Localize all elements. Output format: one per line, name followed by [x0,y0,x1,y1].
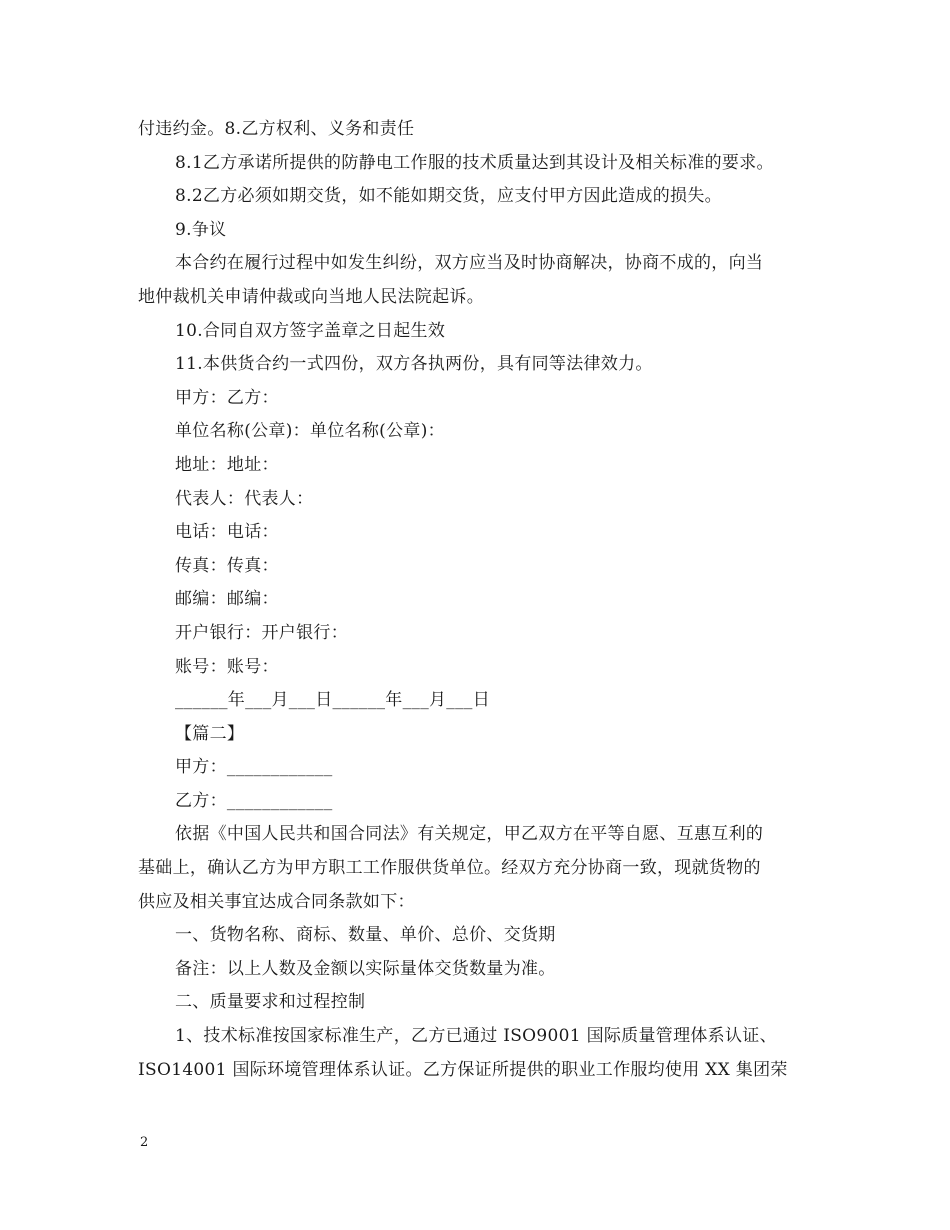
text-line: 8.1乙方承诺所提供的防静电工作服的技术质量达到其设计及相关标准的要求。 [175,152,774,173]
text-line: 二、质量要求和过程控制 [175,992,366,1013]
text-line: 11.本供货合约一式四份，双方各执两份，具有同等法律效力。 [175,354,653,375]
document-body [138,113,838,1087]
date-field: ______年___月___日______年___月___日 [175,690,490,711]
text-line: 依据《中国人民共和国合同法》有关规定，甲乙双方在平等自愿、互惠互利的 [175,824,764,845]
signature-field: 账号：账号： [175,656,279,677]
text-line: 备注：以上人数及金额以实际量体交货数量为准。 [175,958,556,979]
signature-field: 电话：电话： [175,522,279,543]
text-line: 供应及相关事宜达成合同条款如下： [138,891,415,912]
text-line: ISO14001 国际环境管理体系认证。乙方保证所提供的职业工作服均使用 XX 集团荣 [138,1059,788,1080]
text-line: 本合约在履行过程中如发生纠纷，双方应当及时协商解决，协商不成的，向当 [175,253,764,274]
text-line: 10.合同自双方签字盖章之日起生效 [175,320,446,341]
signature-field: 传真：传真： [175,555,279,576]
page-number: 2 [140,1135,149,1150]
section-heading: 【篇二】 [175,723,245,744]
text-line: 地仲裁机关申请仲裁或向当地人民法院起诉。 [138,286,484,307]
signature-field: 邮编：邮编： [175,589,279,610]
text-line: 付违约金。8.乙方权利、义务和责任 [138,119,415,139]
signature-field: 开户银行：开户银行： [175,622,348,643]
text-line: 8.2乙方必须如期交货，如不能如期交货，应支付甲方因此造成的损失。 [175,186,722,207]
party-field: 甲方：____________ [175,757,333,778]
section-heading: 9.争议 [175,219,227,240]
signature-field: 单位名称(公章)：单位名称(公章)： [175,421,445,442]
signature-field: 地址：地址： [175,454,279,475]
text-line: 基础上，确认乙方为甲方职工工作服供货单位。经双方充分协商一致，现就货物的 [138,858,761,879]
signature-field: 代表人：代表人： [175,488,314,509]
text-line: 一、货物名称、商标、数量、单价、总价、交货期 [175,925,556,946]
party-field: 乙方：____________ [175,790,333,811]
text-line: 1、技术标准按国家标准生产，乙方已通过 ISO9001 国际质量管理体系认证、 [175,1026,777,1047]
signature-field: 甲方：乙方： [175,387,279,408]
